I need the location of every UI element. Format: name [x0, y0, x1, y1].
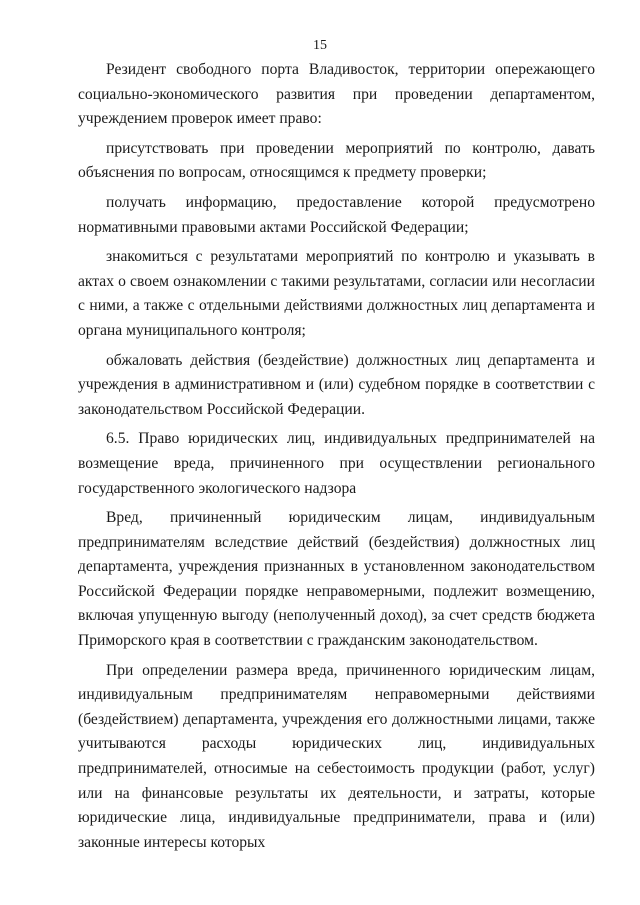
paragraph-resident-rights: Резидент свободного порта Владивосток, территории опережающего социально-экономического развития при проведении департаментом, учреждением проверок имеет право:	[78, 61, 595, 128]
document-body	[78, 58, 595, 860]
paragraph-damage-size: При определении размера вреда, причиненного юридическим лицам, индивидуальным предпринимателям неправомерными действиями (бездействием) департамента, учреждения его должностными лицами, также учитываются расходы юридических лиц, индивидуальных предпринимателей, относимые на себестоимость продукции (работ, услуг) или на финансовые результаты их деятельности, и затраты, которые юридические лица, индивидуальные предприниматели, права и (или) законные интересы которых	[78, 661, 595, 851]
paragraph-appeal: обжаловать действия (бездействие) должностных лиц департамента и учреждения в административном и (или) судебном порядке в соответствии с законодательством Российской Федерации.	[78, 351, 595, 418]
paragraph-attend: присутствовать при проведении мероприятий по контролю, давать объяснения по вопросам, относящимся к предмету проверки;	[78, 139, 595, 182]
paragraph-familiarize: знакомиться с результатами мероприятий по контролю и указывать в актах о своем ознакомлении с такими результатами, согласии или несогласии с ними, а также с отдельными действиями должностных лиц департамента и органа муниципального контроля;	[78, 248, 595, 339]
page-number: 15	[313, 38, 327, 53]
paragraph-receive-info: получать информацию, предоставление которой предусмотрено нормативными правовыми актами Российской Федерации;	[78, 193, 595, 236]
paragraph-damage-compensation: Вред, причиненный юридическим лицам, индивидуальным предпринимателям вследствие действий (бездействия) должностных лиц департамента, учреждения признанных в установленном законодательством Российской Федерации порядке неправомерными, подлежит возмещению, включая упущенную выгоду (неполученный доход), за счет средств бюджета Приморского края в соответствии с гражданским законодательством.	[78, 509, 595, 650]
section-heading-6-5: 6.5. Право юридических лиц, индивидуальных предпринимателей на возмещение вреда, причиненного при осуществлении регионального государственного экологического надзора	[78, 430, 595, 497]
